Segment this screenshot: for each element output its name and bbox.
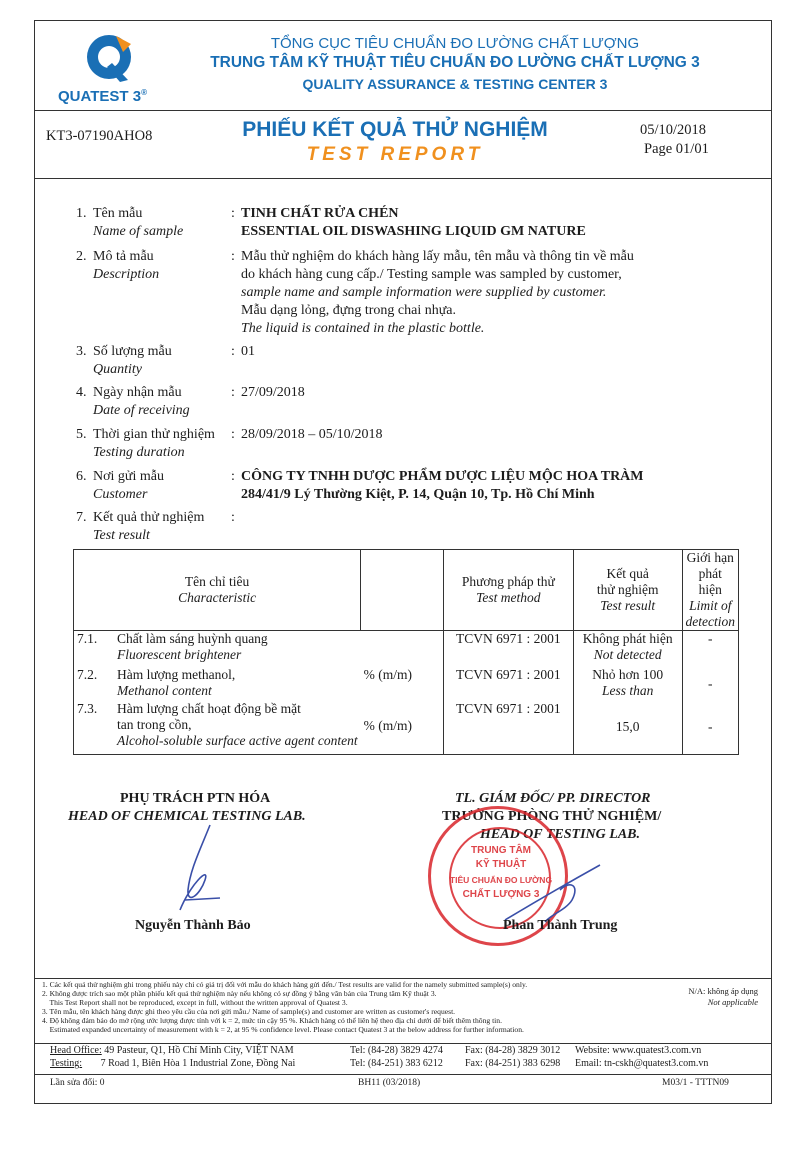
report-page: Page 01/01 xyxy=(644,141,709,157)
row-method: TCVN 6971 : 2001 xyxy=(443,701,573,755)
table-row xyxy=(74,631,739,667)
row-unit xyxy=(361,631,444,667)
field-number: 2. xyxy=(76,249,87,264)
field-value: 01 xyxy=(241,344,255,359)
right-sign-title-3: HEAD OF TESTING LAB. xyxy=(480,827,640,842)
footnote-line: 4. Độ không đảm bảo đo mở rộng ước lượng được tính với k = 2, mức tin cậy 95 %. Khách hàng có thể liên hệ theo địa chỉ dưới để biết thêm thông tin. xyxy=(42,1016,502,1025)
table-row xyxy=(74,667,739,701)
na-note: N/A: không áp dụng Not applicable xyxy=(688,986,758,1007)
field-number: 1. xyxy=(76,206,87,221)
footnote-line: This Test Report shall not be reproduced, except in full, without the written approval of Quatest 3. xyxy=(42,998,348,1007)
divider xyxy=(34,1074,772,1075)
field-label-vn: Tên mẫu xyxy=(93,206,143,221)
field-value: 284/41/9 Lý Thường Kiệt, P. 14, Quận 10, Tp. Hồ Chí Minh xyxy=(241,487,595,502)
field-label-vn: Số lượng mẫu xyxy=(93,344,172,359)
field-label-en: Test result xyxy=(93,528,150,543)
field-value: 28/09/2018 – 05/10/2018 xyxy=(241,427,383,442)
field-value: Mẫu thử nghiệm do khách hàng lấy mẫu, tên mẫu và thông tin về mẫu xyxy=(241,249,634,264)
right-sign-title-2: TRƯỞNG PHÒNG THỬ NGHIỆM/ xyxy=(442,809,662,824)
field-label-en: Date of receiving xyxy=(93,403,190,418)
left-sign-title-vn: PHỤ TRÁCH PTN HÓA xyxy=(120,791,271,806)
table-header-row xyxy=(74,550,739,631)
field-number: 4. xyxy=(76,385,87,400)
header-limit: Giới hạn phát hiện Limit of detection xyxy=(682,550,738,631)
footnote-line: 3. Tên mẫu, tên khách hàng được ghi theo yêu cầu của nơi gửi mẫu./ Name of sample(s) and customer are written as customer's request. xyxy=(42,1007,456,1016)
report-code: KT3-07190AHO8 xyxy=(46,128,153,144)
field-label-vn: Nơi gửi mẫu xyxy=(93,469,164,484)
registered-mark: ® xyxy=(141,88,147,97)
footnote-line: 1. Các kết quả thử nghiệm ghi trong phiếu này chỉ có giá trị đối với mẫu do khách hàng gửi đến./ Test results are valid for the namely submitted sample(s) only. xyxy=(42,980,528,989)
divider xyxy=(34,1043,772,1044)
left-sign-title-en: HEAD OF CHEMICAL TESTING LAB. xyxy=(68,809,306,824)
footnotes xyxy=(42,980,642,1034)
quatest-logo xyxy=(58,30,168,110)
divider xyxy=(34,178,772,179)
footnote-line: 2. Không được trích sao một phần phiếu kết quả thử nghiệm này nếu không có sự đồng ý bằng văn bản của Trung tâm Kỹ thuật 3. xyxy=(42,989,437,998)
logo-text: QUATEST 3 xyxy=(58,88,142,105)
center-name-vn: TRUNG TÂM KỸ THUẬT TIÊU CHUẨN ĐO LƯỜNG CHẤT LƯỢNG 3 xyxy=(210,54,700,71)
agency-name: TỔNG CỤC TIÊU CHUẨN ĐO LƯỜNG CHẤT LƯỢNG xyxy=(270,35,640,52)
row-number: 7.1. xyxy=(74,631,114,667)
field-colon: : xyxy=(231,206,235,221)
divider xyxy=(34,978,772,979)
field-label-en: Quantity xyxy=(93,362,142,377)
report-title-en: TEST REPORT xyxy=(306,144,484,165)
report-title-vn: PHIẾU KẾT QUẢ THỬ NGHIỆM xyxy=(242,118,548,141)
field-label-en: Customer xyxy=(93,487,148,502)
header-method: Phương pháp thử Test method xyxy=(443,550,573,631)
field-value: ESSENTIAL OIL DISWASHING LIQUID GM NATURE xyxy=(241,224,586,239)
field-value: CÔNG TY TNHH DƯỢC PHẨM DƯỢC LIỆU MỘC HOA TRÀM xyxy=(241,469,644,484)
divider xyxy=(34,110,772,111)
field-colon: : xyxy=(231,385,235,400)
header-unit xyxy=(361,550,444,631)
field-number: 7. xyxy=(76,510,87,525)
left-signature-icon xyxy=(160,820,240,920)
header-characteristic: Tên chỉ tiêu Characteristic xyxy=(74,550,361,631)
field-value: The liquid is contained in the plastic bottle. xyxy=(241,321,485,336)
testing-address-row: Testing: 7 Road 1, Biên Hòa 1 Industrial Zone, Đồng Nai Tel: (84-251) 383 6212 Fax: (84-251) 383 6298 Email: tn-cskh@quatest3.com.vn xyxy=(50,1058,709,1069)
row-characteristic: Chất làm sáng huỳnh quang Fluorescent brightener xyxy=(114,631,361,667)
report-date: 05/10/2018 xyxy=(640,122,707,138)
right-signer-name: Phan Thành Trung xyxy=(503,918,618,933)
row-number: 7.2. xyxy=(74,667,114,701)
table-row xyxy=(74,701,739,755)
row-result: 15,0 xyxy=(573,701,682,755)
form-number: BH11 (03/2018) xyxy=(358,1078,421,1088)
revision: Lần sửa đổi: 0 xyxy=(50,1078,105,1088)
left-signer-name: Nguyễn Thành Bảo xyxy=(135,918,251,933)
field-label-vn: Mô tả mẫu xyxy=(93,249,154,264)
row-result: Nhỏ hơn 100 Less than xyxy=(573,667,682,701)
row-characteristic: Hàm lượng methanol, Methanol content xyxy=(116,666,236,698)
field-label-en: Description xyxy=(93,267,160,282)
center-name-en: QUALITY ASSURANCE & TESTING CENTER 3 xyxy=(302,76,608,92)
results-table xyxy=(73,549,739,755)
field-number: 3. xyxy=(76,344,87,359)
stamp-line: TIÊU CHUẨN ĐO LƯỜNG xyxy=(449,875,553,885)
field-value: do khách hàng cung cấp./ Testing sample was sampled by customer, xyxy=(241,267,622,282)
field-colon: : xyxy=(231,469,235,484)
row-limit: - xyxy=(682,667,738,701)
document-code: M03/1 - TTTN09 xyxy=(662,1078,729,1088)
row-characteristic: Hàm lượng chất hoạt động bề mặt tan trong cồn, Alcohol-soluble surface active agent content xyxy=(114,701,361,755)
field-label-en: Testing duration xyxy=(93,445,185,460)
field-value: Mẫu dạng lỏng, đựng trong chai nhựa. xyxy=(241,303,457,318)
field-colon: : xyxy=(231,249,235,264)
field-colon: : xyxy=(231,427,235,442)
stamp-line: CHẤT LƯỢNG 3 xyxy=(462,889,540,900)
row-limit: - xyxy=(682,631,738,667)
header-result: Kết quả thử nghiệm Test result xyxy=(573,550,682,631)
field-label-vn: Kết quả thử nghiệm xyxy=(93,510,205,525)
row-unit: % (m/m) xyxy=(361,667,444,701)
footnote-line: Estimated expanded uncertainty of measurement with k = 2, at 95 % confidence level. Please contact Quatest 3 at the below address for further information. xyxy=(42,1025,524,1034)
field-number: 6. xyxy=(76,469,87,484)
office-address-row: Head Office: 49 Pasteur, Q1, Hồ Chí Minh City, VIỆT NAM Tel: (84-28) 3829 4274 Fax: (84-28) 3829 3012 Website: www.quatest3.com.vn xyxy=(50,1045,702,1056)
field-number: 5. xyxy=(76,427,87,442)
row-result: Không phát hiện Not detected xyxy=(573,631,682,667)
field-label-vn: Ngày nhận mẫu xyxy=(93,385,182,400)
row-method: TCVN 6971 : 2001 xyxy=(443,667,573,701)
field-colon: : xyxy=(231,344,235,359)
logo-mark-icon xyxy=(76,30,146,86)
row-method: TCVN 6971 : 2001 xyxy=(443,631,573,667)
field-colon: : xyxy=(231,510,235,525)
field-label-en: Name of sample xyxy=(93,224,184,239)
stamp-line: TRUNG TÂM xyxy=(471,845,531,856)
row-number: 7.3. xyxy=(74,701,114,755)
right-sign-title-1: TL. GIÁM ĐỐC/ PP. DIRECTOR xyxy=(455,791,651,806)
field-value: TINH CHẤT RỬA CHÉN xyxy=(241,206,399,221)
row-unit: % (m/m) xyxy=(361,701,444,755)
field-value: 27/09/2018 xyxy=(241,385,305,400)
field-label-vn: Thời gian thử nghiệm xyxy=(93,427,215,442)
row-limit: - xyxy=(682,701,738,755)
stamp-line: KỸ THUẬT xyxy=(475,859,527,870)
field-value: sample name and sample information were supplied by customer. xyxy=(241,285,607,300)
